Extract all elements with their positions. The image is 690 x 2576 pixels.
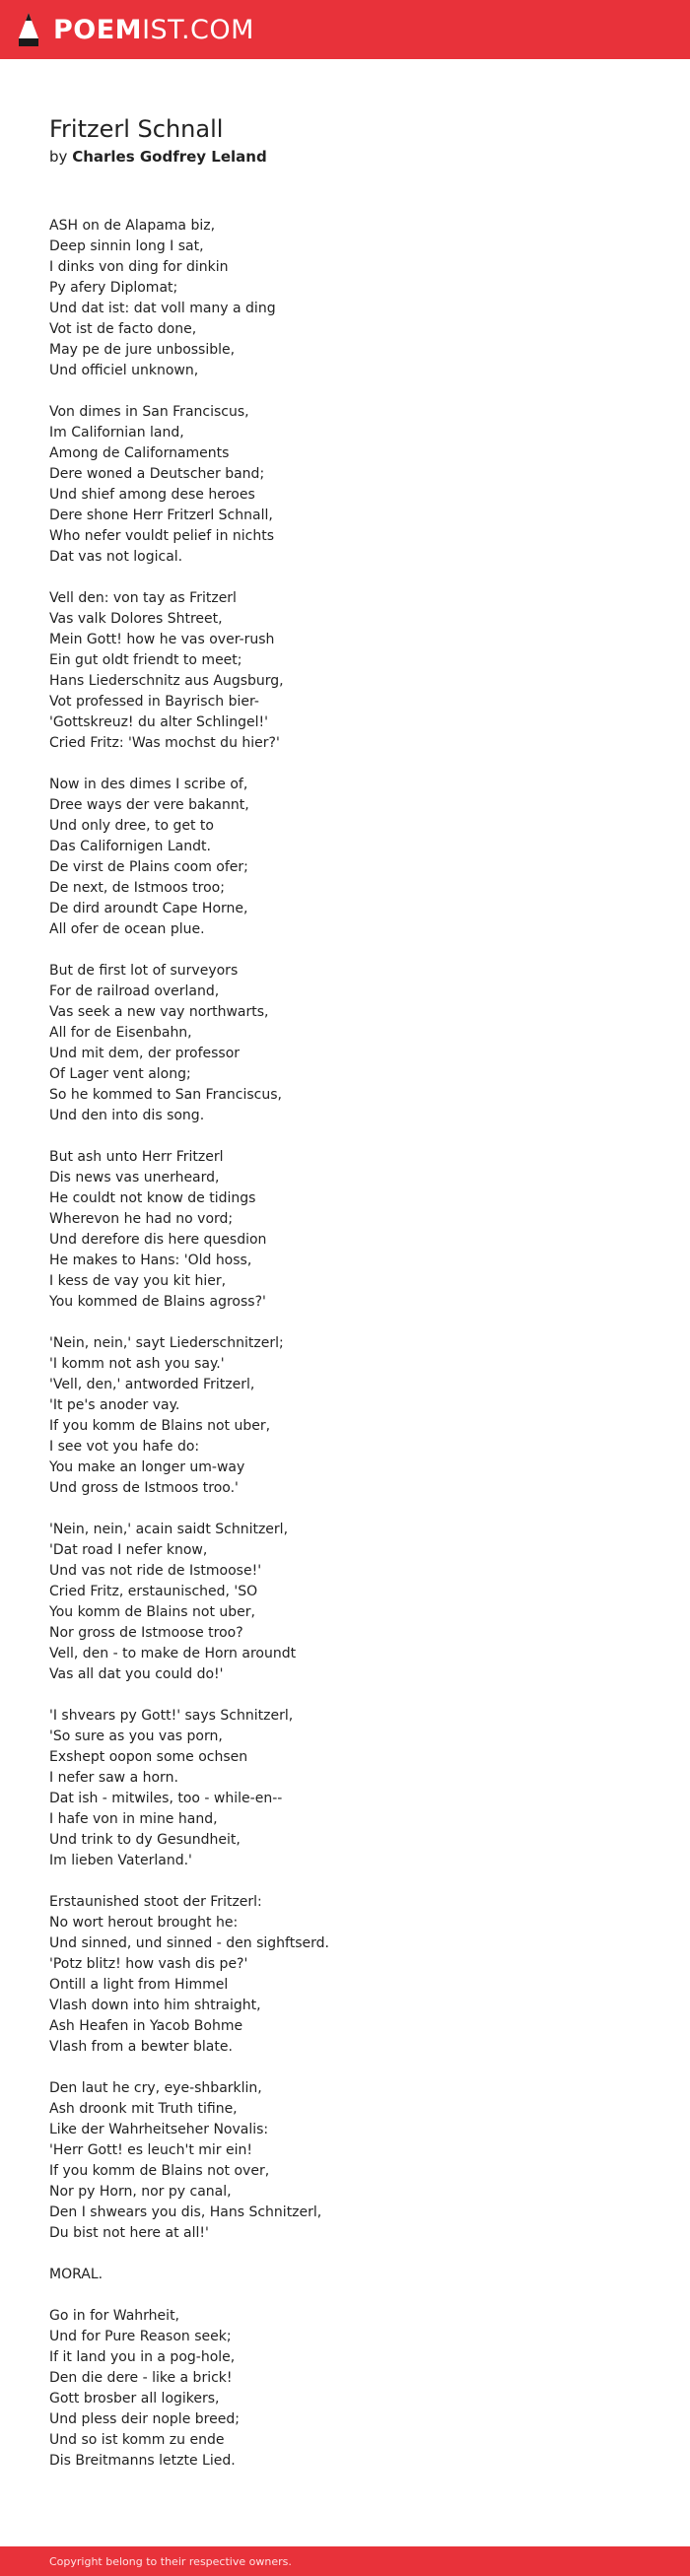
byline (49, 146, 641, 168)
poem-line: Ein gut oldt friendt to meet; (49, 652, 242, 668)
poem-line: Du bist not here at all!' (49, 2225, 209, 2241)
poem-line: I dinks von ding for dinkin (49, 259, 229, 275)
logo-text-light: IST.COM (142, 14, 254, 45)
poem-line: Den laut he cry, eye-shbarklin, (49, 2080, 262, 2096)
poem-line: Now in des dimes I scribe of, (49, 777, 248, 792)
poem-line: De virst de Plains coom ofer; (49, 859, 248, 875)
poem-line: 'I shvears py Gott!' says Schnitzerl, (49, 1708, 294, 1724)
poem-line: 'Gottskreuz! du alter Schlingel!' (49, 714, 268, 730)
poem-line: ASH on de Alapama biz, (49, 218, 216, 234)
poem-line: Ash Heafen in Yacob Bohme (49, 2018, 243, 2034)
poem-line: But ash unto Herr Fritzerl (49, 1149, 224, 1165)
poem-line: Vas valk Dolores Shtreet, (49, 611, 223, 627)
poem-line: 'Dat road I nefer know, (49, 1542, 208, 1558)
poem-line: Und gross de Istmoos troo.' (49, 1480, 239, 1496)
poem-line: 'Vell, den,' antworded Fritzerl, (49, 1377, 255, 1392)
poem-line: Erstaunished stoot der Fritzerl: (49, 1894, 262, 1910)
poem-line: So he kommed to San Franciscus, (49, 1087, 282, 1103)
poem-line: Ash droonk mit Truth tifine, (49, 2101, 238, 2117)
stanza (49, 1892, 641, 2058)
stanza (49, 775, 641, 940)
poem-line: Und dat ist: dat voll many a ding (49, 301, 276, 316)
poem-line: Vlash from a bewter blate. (49, 2039, 233, 2055)
poem-line: He couldt not know de tidings (49, 1190, 256, 1206)
poem-line: No wort herout brought he: (49, 1915, 239, 1931)
poem-line: Dis news vas unerheard, (49, 1170, 220, 1186)
poem-line: Dat ish - mitwiles, too - while-en-- (49, 1791, 283, 1806)
copyright-notice: Copyright belong to their respective owners. (49, 2554, 292, 2568)
poem-line: Hans Liederschnitz aus Augsburg, (49, 673, 284, 689)
poem-line: 'I komm not ash you say.' (49, 1356, 225, 1372)
poem-line: If it land you in a pog-hole, (49, 2349, 236, 2365)
site-footer (0, 2546, 690, 2576)
poem-line: Exshept oopon some ochsen (49, 1749, 248, 1765)
poem-line: Und mit dem, der professor (49, 1046, 241, 1061)
poem-line: Und trink to dy Gesundheit, (49, 1832, 241, 1848)
poem-line: Deep sinnin long I sat, (49, 238, 204, 254)
poem-line: Of Lager vent along; (49, 1066, 191, 1082)
poem-line: If you komm de Blains not uber, (49, 1418, 271, 1434)
poem-line: Wherevon he had no vord; (49, 1211, 234, 1227)
poem-line: Cried Fritz, erstaunisched, 'SO (49, 1584, 258, 1599)
poem-line: Dere shone Herr Fritzerl Schnall, (49, 508, 273, 523)
poem-line: Vot ist de facto done, (49, 321, 197, 337)
poem-line: Dis Breitmanns letzte Lied. (49, 2453, 236, 2469)
logo-wordmark (53, 14, 254, 45)
poem-line: Vlash down into him shtraight, (49, 1998, 261, 2013)
poem-line: Und for Pure Reason seek; (49, 2329, 232, 2344)
poem-line: He makes to Hans: 'Old hoss, (49, 1253, 252, 1268)
by-label: by (49, 148, 68, 166)
poem-line: Und shief among dese heroes (49, 487, 255, 503)
poem-line: Und den into dis song. (49, 1108, 205, 1123)
poem-line: Py afery Diplomat; (49, 280, 178, 296)
poem-line: Und so ist komm zu ende (49, 2432, 225, 2448)
stanza (49, 1333, 641, 1499)
poem-line: Ontill a light from Himmel (49, 1977, 229, 1993)
poem-line: Go in for Wahrheit, (49, 2308, 180, 2324)
poem-line: Den die dere - like a brick! (49, 2370, 233, 2386)
poem-line: 'Nein, nein,' acain saidt Schnitzerl, (49, 1522, 289, 1537)
poem-line: Vell, den - to make de Horn aroundt (49, 1646, 297, 1661)
poem-title: Fritzerl Schnall (49, 115, 224, 143)
poem-line: Dere woned a Deutscher band; (49, 466, 265, 482)
stanza (49, 1520, 641, 1685)
stanza (49, 588, 641, 754)
poem-line: Vell den: von tay as Fritzerl (49, 590, 237, 606)
poem-content (49, 112, 641, 2492)
poem-line: 'Potz blitz! how vash dis pe?' (49, 1956, 248, 1972)
poem-line: Und derefore dis here quesdion (49, 1232, 267, 1248)
poem-line: I kess de vay you kit hier, (49, 1273, 227, 1289)
poem-line: I see vot you hafe do: (49, 1439, 200, 1455)
poem-line: Nor py Horn, nor py canal, (49, 2184, 232, 2200)
stanza (49, 1147, 641, 1313)
poem-line: Und sinned, und sinned - den sighftserd. (49, 1935, 329, 1951)
poem-line: You kommed de Blains agross?' (49, 1294, 266, 1310)
site-header (0, 0, 690, 59)
poem-body (49, 216, 641, 2472)
stanza (49, 402, 641, 568)
poem-line: Im lieben Vaterland.' (49, 1853, 192, 1868)
poem-line: Und officiel unknown, (49, 363, 199, 378)
poem-line: Den I shwears you dis, Hans Schnitzerl, (49, 2204, 322, 2220)
poem-line: Who nefer vouldt pelief in nichts (49, 528, 275, 544)
poem-line: Mein Gott! how he vas over-rush (49, 632, 275, 647)
poem-line: 'Herr Gott! es leuch't mir ein! (49, 2142, 252, 2158)
poem-line: You make an longer um-way (49, 1459, 245, 1475)
poem-line: Cried Fritz: 'Was mochst du hier?' (49, 735, 280, 751)
stanza (49, 2265, 641, 2285)
poem-line: MORAL. (49, 2267, 104, 2282)
poem-line: But de first lot of surveyors (49, 963, 239, 979)
poem-line: Among de Californaments (49, 445, 230, 461)
poem-line: Dree ways der vere bakannt, (49, 797, 249, 813)
stanza (49, 1706, 641, 1871)
poem-line: Und vas not ride de Istmoose!' (49, 1563, 262, 1579)
stanza (49, 961, 641, 1126)
poem-line: Im Californian land, (49, 425, 184, 441)
poem-line: If you komm de Blains not over, (49, 2163, 270, 2179)
poem-line: 'So sure as you vas porn, (49, 1729, 223, 1744)
poem-line: All ofer de ocean plue. (49, 921, 205, 937)
poem-line: All for de Eisenbahn, (49, 1025, 192, 1041)
poem-line: 'It pe's anoder vay. (49, 1397, 180, 1413)
poem-line: Und pless deir nople breed; (49, 2411, 240, 2427)
poem-line: For de railroad overland, (49, 983, 220, 999)
poem-line: Dat vas not logical. (49, 549, 183, 565)
stanza (49, 216, 641, 381)
poem-line: I nefer saw a horn. (49, 1770, 178, 1786)
author-name[interactable]: Charles Godfrey Leland (72, 148, 267, 166)
pencil-icon (18, 12, 39, 47)
logo-text-bold: POEM (53, 14, 143, 45)
site-logo[interactable] (18, 12, 254, 47)
poem-line: Von dimes in San Franciscus, (49, 404, 249, 420)
poem-line: Nor gross de Istmoose troo? (49, 1625, 243, 1641)
poem-line: Vas seek a new vay northwarts, (49, 1004, 269, 1020)
poem-line: De dird aroundt Cape Horne, (49, 901, 248, 916)
poem-line: Like der Wahrheitseher Novalis: (49, 2122, 269, 2137)
poem-line: Vot professed in Bayrisch bier- (49, 694, 259, 710)
poem-line: You komm de Blains not uber, (49, 1604, 255, 1620)
stanza (49, 2306, 641, 2472)
poem-line: Und only dree, to get to (49, 818, 214, 834)
poem-line: Gott brosber all logikers, (49, 2391, 220, 2407)
poem-line: 'Nein, nein,' sayt Liederschnitzerl; (49, 1335, 284, 1351)
poem-line: Das Californigen Landt. (49, 839, 211, 854)
poem-line: I hafe von in mine hand, (49, 1811, 218, 1827)
poem-line: De next, de Istmoos troo; (49, 880, 225, 896)
poem-line: May pe de jure unbossible, (49, 342, 236, 358)
poem-line: Vas all dat you could do!' (49, 1666, 224, 1682)
stanza (49, 2078, 641, 2244)
